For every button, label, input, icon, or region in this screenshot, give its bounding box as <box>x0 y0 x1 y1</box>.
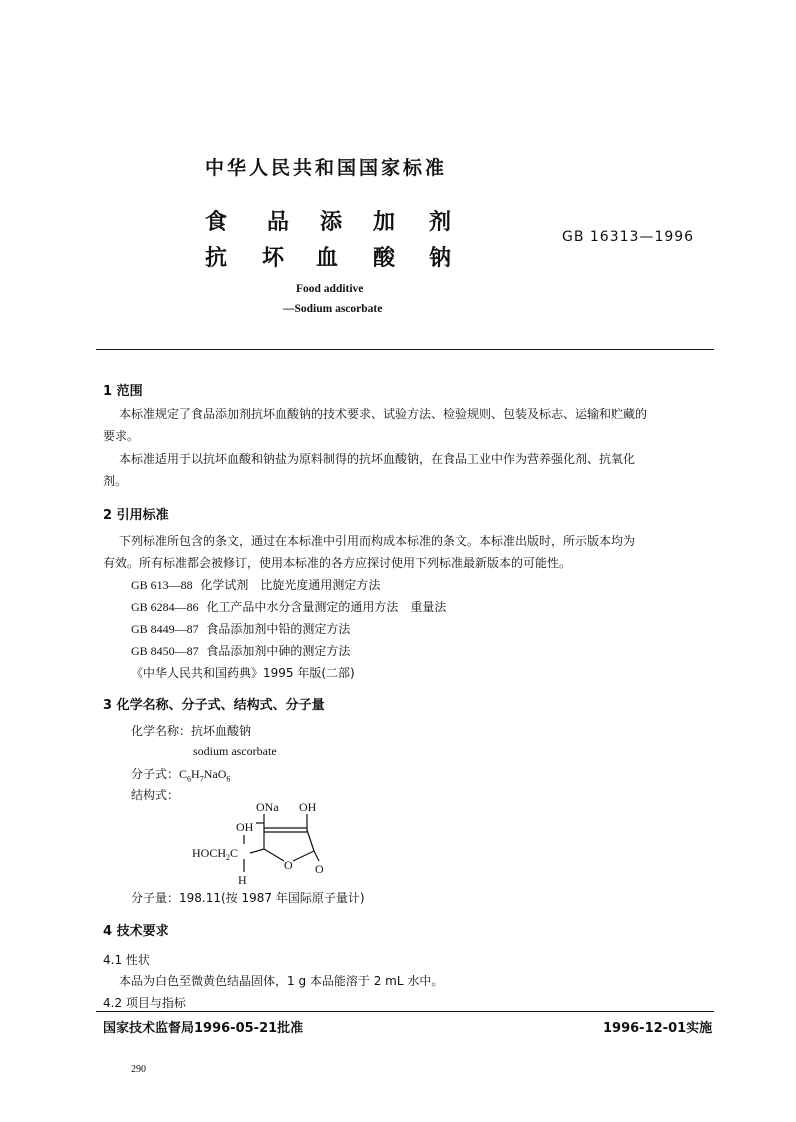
bond <box>264 849 284 861</box>
reference-title: 化学试剂 比旋光度通用测定方法 <box>200 578 381 592</box>
standard-number: GB 16313—1996 <box>562 229 695 245</box>
header-rule <box>96 349 714 350</box>
title-char: 酸 <box>373 246 396 271</box>
reference-code: GB 6284—86 <box>131 600 199 614</box>
section-1-para-1-line-1: 本标准规定了食品添加剂抗坏血酸钠的技术要求、试验方法、检验规则、包装及标志、运输和贮藏的 <box>119 407 648 421</box>
bond <box>307 830 314 851</box>
english-title-line-2: —Sodium ascorbate <box>283 303 383 315</box>
section-4-2-heading: 4.2 项目与指标 <box>103 996 186 1010</box>
title-char: 抗 <box>205 246 228 271</box>
ona-label: ONa <box>256 800 279 814</box>
section-1-para-1-line-2: 要求。 <box>103 429 140 443</box>
section-3-heading: 3 化学名称、分子式、结构式、分子量 <box>103 698 325 713</box>
section-2-para-line-1: 下列标准所包含的条文，通过在本标准中引用而构成本标准的条文。本标准出版时，所示版本均为 <box>119 534 636 548</box>
standard-category: 中华人民共和国国家标准 <box>205 157 448 179</box>
section-2-para-line-2: 有效。所有标准都会被修订，使用本标准的各方应探讨使用下列标准最新版本的可能性。 <box>103 556 572 570</box>
title-char: 坏 <box>262 246 285 271</box>
bond <box>293 851 314 861</box>
structure-label: 结构式： <box>131 788 180 802</box>
title-char: 钠 <box>429 246 452 271</box>
h-label: H <box>238 873 247 887</box>
reference-title: 化工产品中水分含量测定的通用方法 重量法 <box>206 600 447 614</box>
english-chemical-name: sodium ascorbate <box>193 744 277 758</box>
title-char: 食 <box>205 210 228 235</box>
hoch2c-label: $HOCH_2C$ <box>192 846 239 862</box>
reference-title: 食品添加剂中砷的测定方法 <box>206 644 351 658</box>
title-char: 品 <box>267 210 290 235</box>
implementation-line: 1996-12-01实施 <box>603 1021 713 1036</box>
section-4-1-heading: 4.1 性状 <box>103 953 150 967</box>
reference-title: 食品添加剂中铅的测定方法 <box>206 622 351 636</box>
ring-oxygen-label: O <box>284 858 293 872</box>
title-char: 添 <box>320 210 343 235</box>
section-1-para-2-line-2: 剂。 <box>103 474 128 488</box>
approval-line: 国家技术监督局1996-05-21批准 <box>103 1021 304 1036</box>
section-2-heading: 2 引用标准 <box>103 508 169 523</box>
title-char: 血 <box>316 246 339 271</box>
structural-formula <box>180 795 350 890</box>
section-1-heading: 1 范围 <box>103 384 143 399</box>
footer-rule <box>96 1011 714 1012</box>
oh-top-label: OH <box>299 800 317 814</box>
pharmacopoeia-reference: 《中华人民共和国药典》1995 年版(二部) <box>131 666 355 680</box>
reference-item <box>131 598 446 615</box>
reference-code: GB 8450—87 <box>131 644 199 658</box>
page-number: 290 <box>131 1064 146 1075</box>
bond <box>314 851 319 861</box>
reference-item <box>131 620 350 637</box>
reference-item <box>131 576 380 593</box>
molecular-formula <box>131 765 230 783</box>
formula: $C_6H_7NaO_6$ <box>179 767 231 784</box>
bond <box>250 849 264 853</box>
reference-code: GB 613—88 <box>131 578 193 592</box>
carbonyl-oxygen-label: O <box>315 862 324 876</box>
section-4-1-text: 本品为白色至微黄色结晶固体，1 g 本品能溶于 2 mL 水中。 <box>119 974 444 988</box>
chemical-name: 化学名称：抗坏血酸钠 <box>131 724 252 738</box>
molecular-weight: 分子量：198.11(按 1987 年国际原子量计) <box>131 891 365 905</box>
formula-label: 分子式： <box>131 767 180 781</box>
title-char: 剂 <box>429 210 452 235</box>
oh-left-label: OH <box>236 820 254 834</box>
english-title-line-1: Food additive <box>296 283 364 295</box>
section-4-heading: 4 技术要求 <box>103 924 169 939</box>
title-line-2 <box>0 241 796 271</box>
reference-code: GB 8449—87 <box>131 622 199 636</box>
section-1-para-2-line-1: 本标准适用于以抗坏血酸和钠盐为原料制得的抗坏血酸钠，在食品工业中作为营养强化剂、抗氧化 <box>119 452 636 466</box>
title-char: 加 <box>373 210 396 235</box>
reference-item <box>131 642 350 659</box>
